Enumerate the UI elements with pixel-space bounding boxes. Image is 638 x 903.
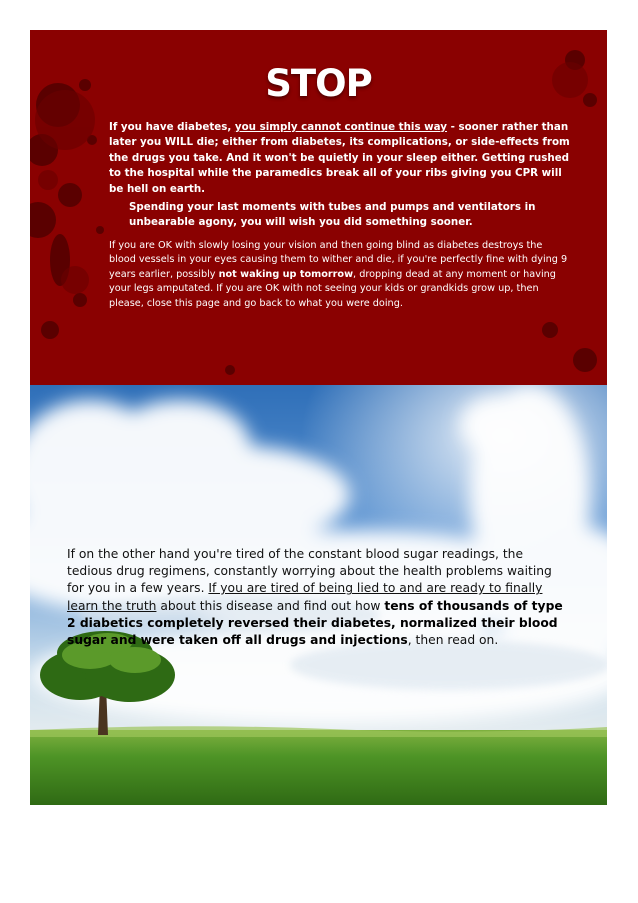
truth-underlined-text: If you are tired of being lied to and are ready to finally learn the truth (67, 581, 543, 613)
warning-text: - sooner rather than later you WILL die; either from diabetes, its complications, or side-effects from the drugs you take. And it won't be quietly in your sleep either. Getting rushed to the hospital while the paramedics break all of your ribs giving you CPR will be hell on earth. (109, 121, 570, 195)
warning-text: If you have diabetes, (109, 121, 235, 133)
reversed-diabetes-bold-text: tens of thousands of type 2 diabetics completely reversed their diabetes, normalized their blood sugar and were taken off all drugs and injections (67, 598, 563, 648)
read-on-text: , then read on. (407, 633, 499, 648)
read-on-paragraph (67, 546, 567, 649)
agony-paragraph: Spending your last moments with tubes and pumps and ventilators in unbearable agony, you will wish you did something sooner. (129, 201, 536, 229)
sky-meadow-panel (30, 385, 607, 805)
stop-heading: STOP (265, 62, 372, 105)
warning-underlined-text: you simply cannot continue this way (234, 121, 448, 133)
consequences-bold-text: not waking up tomorrow (218, 268, 354, 280)
consequences-text: , dropping dead at any moment or having your legs amputated. If you are OK with not seeing your kids or grandkids grow up, then please, close this page and go back to what you were doing. (109, 268, 556, 309)
read-on-text: If on the other hand you're tired of the constant blood sugar readings, the tedious drug regimens, constantly worrying about the health problems waiting for you in a few years. (67, 547, 552, 596)
warning-paragraph (109, 120, 571, 197)
read-on-text: about this disease and find out how (156, 598, 385, 613)
consequences-paragraph (109, 239, 571, 311)
consequences-text: If you are OK with slowly losing your vision and then going blind as diabetes destroys the blood vessels in your eyes causing them to wither and die, if you're perfectly fine with dying 9 years earlier, possibly (109, 240, 568, 280)
stop-warning-panel (30, 30, 607, 385)
